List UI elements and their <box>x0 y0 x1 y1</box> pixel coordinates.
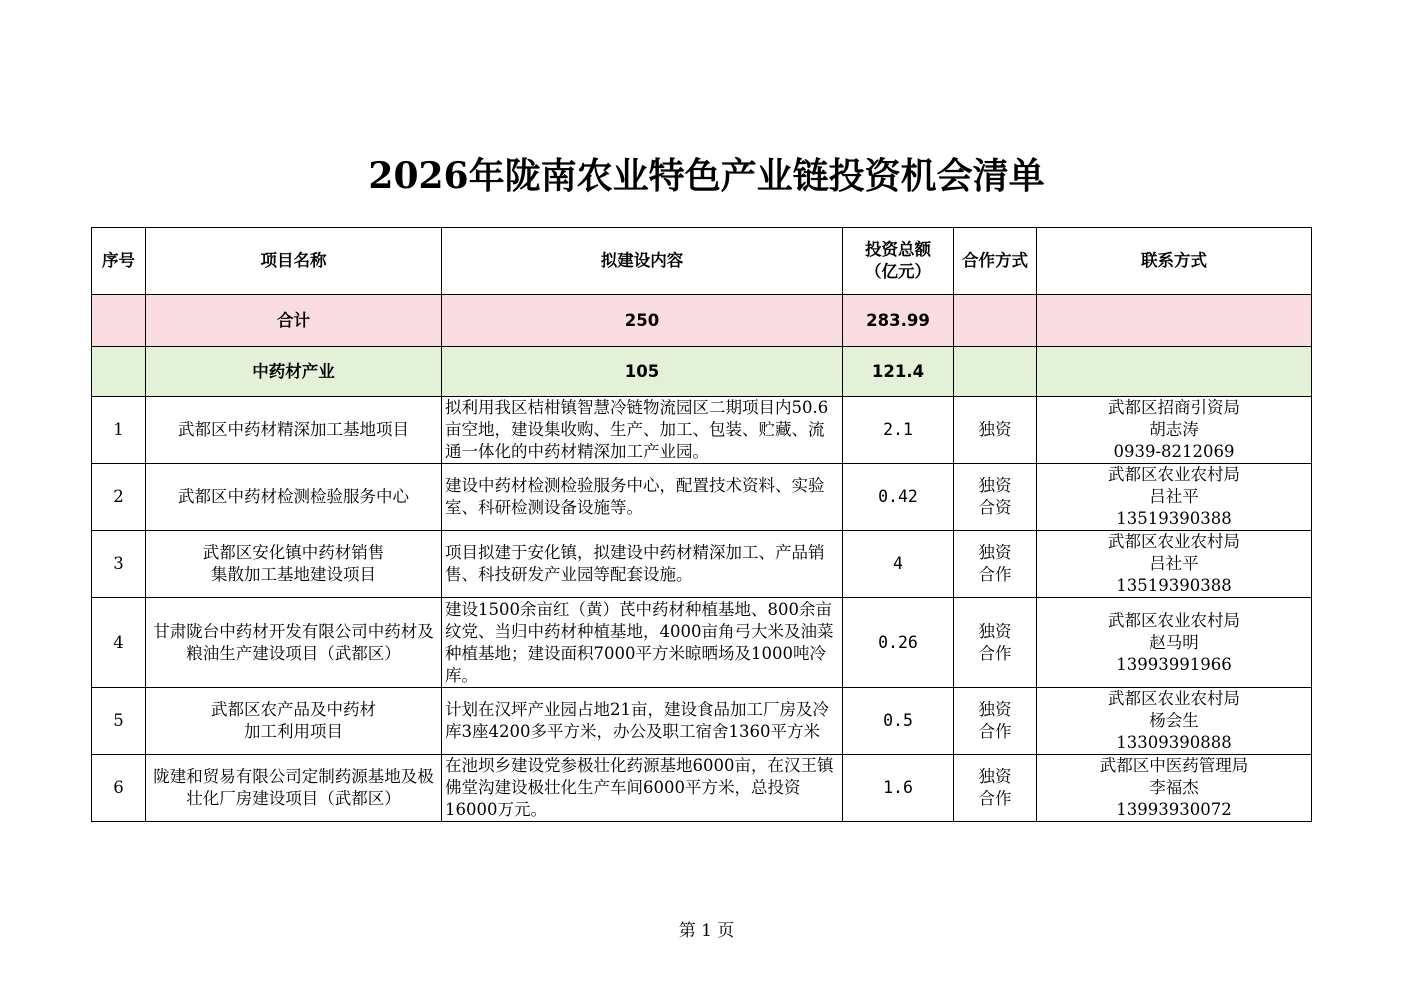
table-row <box>92 397 1312 464</box>
category-count: 105 <box>442 347 843 397</box>
table-header-row <box>92 228 1312 295</box>
row-content: 拟利用我区桔柑镇智慧冷链物流园区二期项目内50.6亩空地，建设集收购、生产、加工、包装、贮藏、流通一体化的中药材精深加工产业园。 <box>442 397 843 464</box>
row-method <box>954 688 1037 755</box>
row-project-name-line: 武都区中药材检测检验服务中心 <box>178 487 409 506</box>
row-content: 建设1500余亩红（黄）芪中药材种植基地、800余亩纹党、当归中药材种植基地，4000亩角弓大米及油菜种植基地；建设面积7000平方米晾晒场及1000吨冷库。 <box>442 598 843 688</box>
category-amount: 121.4 <box>843 347 954 397</box>
total-row <box>92 295 1312 347</box>
row-contact-line: 赵马明 <box>1149 632 1199 652</box>
table-row <box>92 531 1312 598</box>
row-contact-line: 武都区农业农村局 <box>1108 610 1240 630</box>
row-seq: 5 <box>92 688 146 755</box>
row-amount: 0.42 <box>843 464 954 531</box>
row-contact-line: 吕社平 <box>1149 487 1199 506</box>
total-method <box>954 295 1037 347</box>
header-name: 项目名称 <box>146 228 442 295</box>
row-project-name-line: 集散加工基地建设项目 <box>211 565 376 584</box>
header-method: 合作方式 <box>954 228 1037 295</box>
page-number: 第 1 页 <box>678 921 735 941</box>
row-amount: 2.1 <box>843 397 954 464</box>
row-contact-line: 杨会生 <box>1149 711 1199 730</box>
row-project-name <box>146 464 442 531</box>
row-project-name <box>146 598 442 688</box>
row-method-line: 独资 <box>978 767 1012 786</box>
table-row <box>92 598 1312 688</box>
row-method-line: 独资 <box>978 621 1012 641</box>
row-contact-line: 胡志涛 <box>1149 420 1199 439</box>
row-contact-line: 武都区农业农村局 <box>1108 532 1240 551</box>
row-seq: 2 <box>92 464 146 531</box>
row-method-line: 合作 <box>978 722 1012 741</box>
investment-table <box>91 227 1312 822</box>
row-contact-line: 0939-8212069 <box>1113 442 1235 461</box>
row-method <box>954 598 1037 688</box>
row-contact-line: 13993930072 <box>1116 800 1232 819</box>
row-content: 项目拟建于安化镇，拟建设中药材精深加工、产品销售、科技研发产业园等配套设施。 <box>442 531 843 598</box>
row-contact-line: 武都区中医药管理局 <box>1099 756 1249 775</box>
row-method <box>954 397 1037 464</box>
row-amount: 4 <box>843 531 954 598</box>
table-row <box>92 464 1312 531</box>
row-contact-line: 13993991966 <box>1116 654 1232 674</box>
header-amount-line1: 投资总额 <box>865 240 931 259</box>
category-label: 中药材产业 <box>146 347 442 397</box>
header-amount <box>843 228 954 295</box>
row-project-name <box>146 755 442 822</box>
row-method-line: 独资 <box>978 420 1012 439</box>
row-method-line: 合作 <box>978 565 1012 584</box>
row-project-name <box>146 531 442 598</box>
row-method <box>954 755 1037 822</box>
row-amount: 1.6 <box>843 755 954 822</box>
row-amount: 0.5 <box>843 688 954 755</box>
row-contact-line: 13519390388 <box>1116 509 1232 528</box>
row-seq: 1 <box>92 397 146 464</box>
row-method-line: 独资 <box>978 476 1012 495</box>
total-label: 合计 <box>146 295 442 347</box>
row-contact <box>1037 688 1312 755</box>
row-method-line: 独资 <box>978 700 1012 719</box>
row-project-name-line: 加工利用项目 <box>244 722 343 741</box>
row-seq: 3 <box>92 531 146 598</box>
row-project-name <box>146 397 442 464</box>
total-seq <box>92 295 146 347</box>
header-contact: 联系方式 <box>1037 228 1312 295</box>
row-contact <box>1037 397 1312 464</box>
row-contact <box>1037 598 1312 688</box>
header-amount-line2: （亿元） <box>865 262 931 281</box>
row-contact-line: 武都区农业农村局 <box>1108 689 1240 708</box>
row-project-name-line: 甘肃陇台中药材开发有限公司中药材及粮油生产建设项目（武都区） <box>153 621 434 663</box>
category-contact <box>1037 347 1312 397</box>
header-seq: 序号 <box>92 228 146 295</box>
total-amount: 283.99 <box>843 295 954 347</box>
total-count: 250 <box>442 295 843 347</box>
page-title: 2026年陇南农业特色产业链投资机会清单 <box>368 155 1045 197</box>
row-method <box>954 464 1037 531</box>
row-project-name <box>146 688 442 755</box>
header-content: 拟建设内容 <box>442 228 843 295</box>
row-method-line: 合作 <box>978 643 1012 663</box>
row-method-line: 独资 <box>978 543 1012 562</box>
row-method-line: 合资 <box>978 498 1012 517</box>
row-seq: 6 <box>92 755 146 822</box>
row-content: 在池坝乡建设党参极壮化药源基地6000亩，在汉王镇佛堂沟建设极壮化生产车间6000平方米，总投资16000万元。 <box>442 755 843 822</box>
row-method-line: 合作 <box>978 789 1012 808</box>
total-contact <box>1037 295 1312 347</box>
row-contact-line: 吕社平 <box>1149 554 1199 573</box>
row-contact <box>1037 464 1312 531</box>
row-contact <box>1037 531 1312 598</box>
row-contact-line: 李福杰 <box>1149 778 1199 797</box>
category-method <box>954 347 1037 397</box>
row-contact-line: 13309390888 <box>1116 733 1232 752</box>
row-content: 建设中药材检测检验服务中心，配置技术资料、实验室、科研检测设备设施等。 <box>442 464 843 531</box>
row-project-name-line: 陇建和贸易有限公司定制药源基地及极壮化厂房建设项目（武都区） <box>153 767 434 808</box>
row-contact-line: 武都区招商引资局 <box>1108 398 1240 417</box>
table-row <box>92 688 1312 755</box>
row-content: 计划在汉坪产业园占地21亩，建设食品加工厂房及冷库3座4200多平方米，办公及职工宿舍1360平方米 <box>442 688 843 755</box>
row-project-name-line: 武都区农产品及中药材 <box>211 700 376 719</box>
row-amount: 0.26 <box>843 598 954 688</box>
row-project-name-line: 武都区安化镇中药材销售 <box>202 543 385 562</box>
row-method <box>954 531 1037 598</box>
table-row <box>92 755 1312 822</box>
row-contact-line: 武都区农业农村局 <box>1108 465 1240 484</box>
category-row <box>92 347 1312 397</box>
row-seq: 4 <box>92 598 146 688</box>
row-project-name-line: 武都区中药材精深加工基地项目 <box>178 420 409 439</box>
category-seq <box>92 347 146 397</box>
row-contact <box>1037 755 1312 822</box>
row-contact-line: 13519390388 <box>1116 576 1232 595</box>
